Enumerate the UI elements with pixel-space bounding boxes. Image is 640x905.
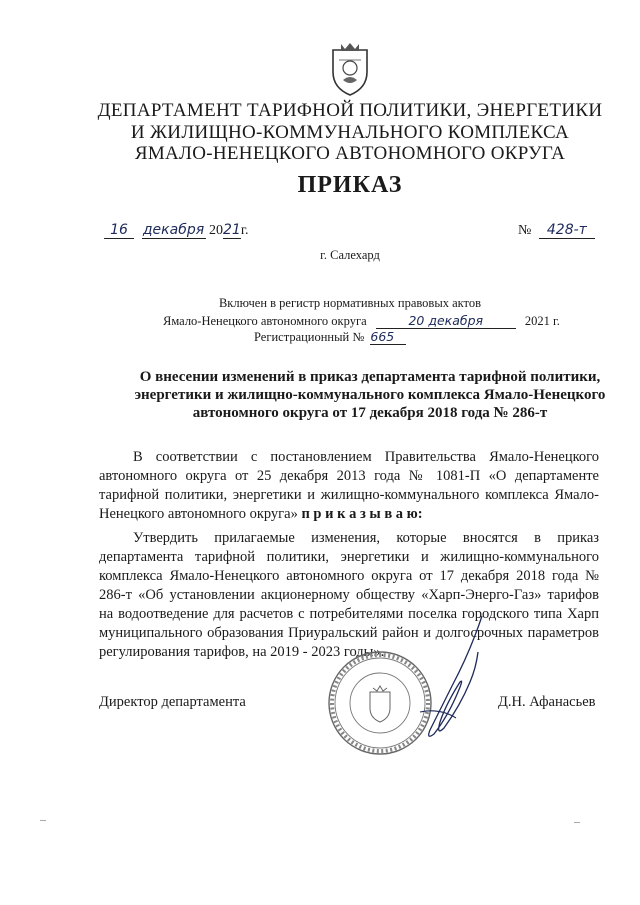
preamble-text: В соответствии с постановлением Правительства Ямало-Ненецкого автономного округа от 25 декабря 2013 года № 1081-П «О департаменте тарифной политики, энергетики и жилищно-коммунального комплекса Ямало-Ненецкого автономного округа» xyxy=(99,449,599,522)
registry-line3 xyxy=(254,329,406,345)
coat-of-arms-icon xyxy=(327,42,373,98)
date-suffix: г. xyxy=(240,223,249,238)
registry-line2-suffix: 2021 г. xyxy=(524,314,560,328)
order-number xyxy=(518,222,595,239)
number-value: 428-т xyxy=(539,222,595,239)
preamble-paragraph xyxy=(99,448,599,524)
date-day: 16 xyxy=(104,222,134,239)
registry-date-handwritten: 20 декабря xyxy=(376,313,516,329)
registry-line1: Включен в регистр нормативных правовых актов xyxy=(218,296,482,310)
subject-line3: автономного округа от 17 декабря 2018 года № 286-т xyxy=(192,405,548,421)
order-date xyxy=(104,222,249,239)
scan-mark xyxy=(574,822,580,823)
document-type-title: ПРИКАЗ xyxy=(297,172,403,198)
department-name-line3: ЯМАЛО-НЕНЕЦКОГО АВТОНОМНОГО ОКРУГА xyxy=(134,143,566,164)
city: г. Салехард xyxy=(320,248,380,262)
number-label: № xyxy=(518,223,532,238)
signatory-name: Д.Н. Афанасьев xyxy=(498,694,596,710)
registry-number-label: Регистрационный № xyxy=(254,330,365,344)
order-subject xyxy=(100,368,640,422)
order-paragraph: Утвердить прилагаемые изменения, которые вносятся в приказ департамента тарифной политики, энергетики и жилищно-коммунального комплекса Ямало-Ненецкого автономного округа от 17 декабря 2018 года № 286-т «Об установлении акционерному обществу «Харп-Энерго-Газ» тарифов на водоотведение для расчетов с потребителями поселка городского типа Харп муниципального образования Приуральский район и долгосрочных параметров регулирования тарифов, на 2019 - 2023 годы». xyxy=(99,530,599,660)
registry-line2 xyxy=(163,313,583,329)
subject-line2: энергетики и жилищно-коммунального комплекса Ямало-Ненецкого xyxy=(134,387,606,403)
registry-line2-prefix: Ямало-Ненецкого автономного округа xyxy=(163,314,367,328)
subject-line1: О внесении изменений в приказ департамента тарифной политики, xyxy=(139,369,601,385)
date-year-prefix: 20 xyxy=(209,223,223,238)
date-year-suffix: 21 xyxy=(223,222,241,238)
department-name-line2: И ЖИЛИЩНО-КОММУНАЛЬНОГО КОМПЛЕКСА xyxy=(130,122,570,143)
department-name-line1: ДЕПАРТАМЕНТ ТАРИФНОЙ ПОЛИТИКИ, ЭНЕРГЕТИКИ xyxy=(97,100,603,121)
signatory-position: Директор департамента xyxy=(99,694,246,710)
registry-number-handwritten: 665 xyxy=(370,329,406,345)
preamble-emphasis: п р и к а з ы в а ю: xyxy=(301,506,423,522)
date-month: декабря xyxy=(142,222,205,238)
handwritten-signature-icon xyxy=(400,612,496,752)
scan-mark xyxy=(40,820,46,821)
